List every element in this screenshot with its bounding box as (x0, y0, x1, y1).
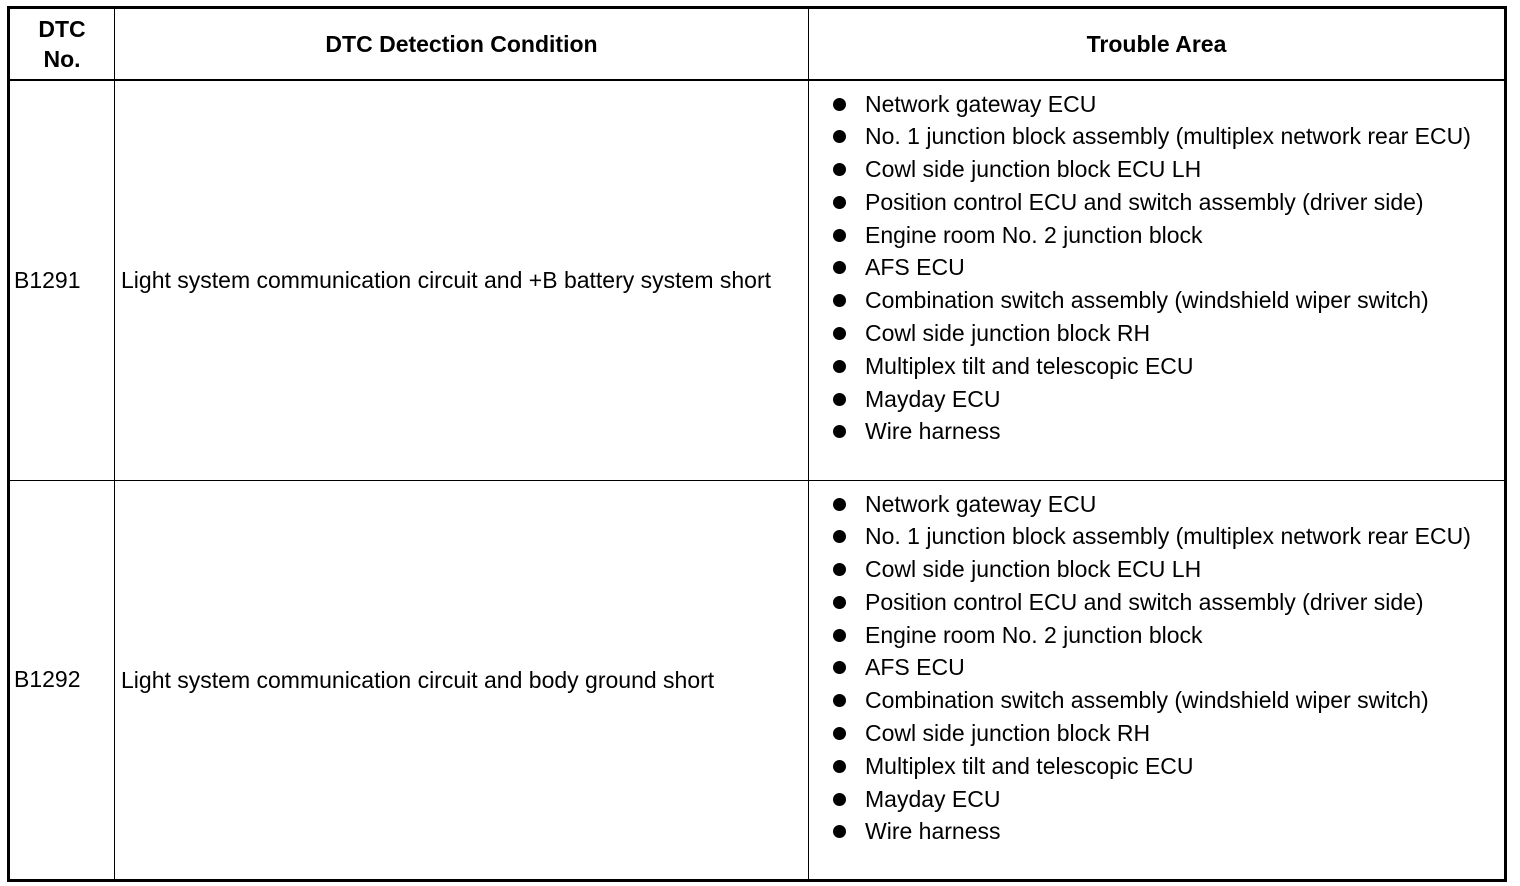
table-row (9, 80, 1506, 481)
list-item (809, 620, 1504, 650)
trouble-area-cell (809, 480, 1506, 881)
trouble-area-text: Network gateway ECU (865, 490, 1097, 517)
list-item (809, 587, 1504, 617)
list-item (809, 416, 1504, 446)
trouble-area-list (809, 89, 1504, 447)
list-item (809, 89, 1504, 119)
list-item (809, 252, 1504, 282)
bullet-icon (833, 196, 846, 209)
bullet-icon (833, 163, 846, 176)
dtc-table (7, 6, 1507, 882)
trouble-area-text: Position control ECU and switch assembly (driver side) (865, 588, 1424, 615)
trouble-area-text: No. 1 junction block assembly (multiplex network rear ECU) (865, 123, 1471, 150)
bullet-icon (833, 327, 846, 340)
bullet-icon (833, 360, 846, 373)
bullet-icon (833, 498, 846, 511)
trouble-area-text: Wire harness (865, 418, 1001, 445)
list-item (809, 285, 1504, 315)
bullet-icon (833, 261, 846, 274)
trouble-area-text: Cowl side junction block RH (865, 720, 1151, 747)
bullet-icon (833, 661, 846, 674)
trouble-area-text: Network gateway ECU (865, 90, 1097, 117)
trouble-area-text: Engine room No. 2 junction block (865, 621, 1203, 648)
bullet-icon (833, 229, 846, 242)
header-dtc-no: DTC No. (9, 8, 115, 80)
list-item (809, 187, 1504, 217)
list-item (809, 751, 1504, 781)
trouble-area-text: AFS ECU (865, 254, 965, 281)
detection-condition-cell: Light system communication circuit and +B battery system short (115, 80, 809, 481)
table-row (9, 480, 1506, 881)
trouble-area-text: Multiplex tilt and telescopic ECU (865, 352, 1194, 379)
header-condition: DTC Detection Condition (115, 8, 809, 80)
trouble-area-text: No. 1 junction block assembly (multiplex network rear ECU) (865, 523, 1471, 550)
trouble-area-text: AFS ECU (865, 654, 965, 681)
list-item (809, 521, 1504, 551)
list-item (809, 318, 1504, 348)
trouble-area-list (809, 489, 1504, 847)
bullet-icon (833, 98, 846, 111)
bullet-icon (833, 130, 846, 143)
dtc-code-cell: B1291 (9, 80, 115, 481)
trouble-area-text: Combination switch assembly (windshield wiper switch) (865, 287, 1429, 314)
header-trouble-area: Trouble Area (809, 8, 1506, 80)
list-item (809, 784, 1504, 814)
detection-condition-cell: Light system communication circuit and body ground short (115, 480, 809, 881)
bullet-icon (833, 694, 846, 707)
list-item (809, 351, 1504, 381)
table-body (9, 80, 1506, 881)
list-item (809, 554, 1504, 584)
list-item (809, 154, 1504, 184)
bullet-icon (833, 727, 846, 740)
bullet-icon (833, 393, 846, 406)
trouble-area-text: Mayday ECU (865, 785, 1001, 812)
list-item (809, 220, 1504, 250)
trouble-area-text: Cowl side junction block RH (865, 320, 1151, 347)
trouble-area-text: Combination switch assembly (windshield wiper switch) (865, 687, 1429, 714)
trouble-area-text: Cowl side junction block ECU LH (865, 556, 1202, 583)
bullet-icon (833, 793, 846, 806)
list-item (809, 652, 1504, 682)
list-item (809, 816, 1504, 846)
header-row (9, 8, 1506, 80)
table-header (9, 8, 1506, 80)
list-item (809, 384, 1504, 414)
trouble-area-cell (809, 80, 1506, 481)
trouble-area-text: Cowl side junction block ECU LH (865, 156, 1202, 183)
bullet-icon (833, 825, 846, 838)
trouble-area-text: Engine room No. 2 junction block (865, 221, 1203, 248)
list-item (809, 718, 1504, 748)
bullet-icon (833, 530, 846, 543)
dtc-code-cell: B1292 (9, 480, 115, 881)
list-item (809, 685, 1504, 715)
bullet-icon (833, 629, 846, 642)
bullet-icon (833, 294, 846, 307)
bullet-icon (833, 563, 846, 576)
list-item (809, 489, 1504, 519)
bullet-icon (833, 425, 846, 438)
bullet-icon (833, 760, 846, 773)
trouble-area-text: Position control ECU and switch assembly (driver side) (865, 188, 1424, 215)
trouble-area-text: Multiplex tilt and telescopic ECU (865, 752, 1194, 779)
trouble-area-text: Wire harness (865, 818, 1001, 845)
trouble-area-text: Mayday ECU (865, 385, 1001, 412)
list-item (809, 121, 1504, 151)
bullet-icon (833, 596, 846, 609)
